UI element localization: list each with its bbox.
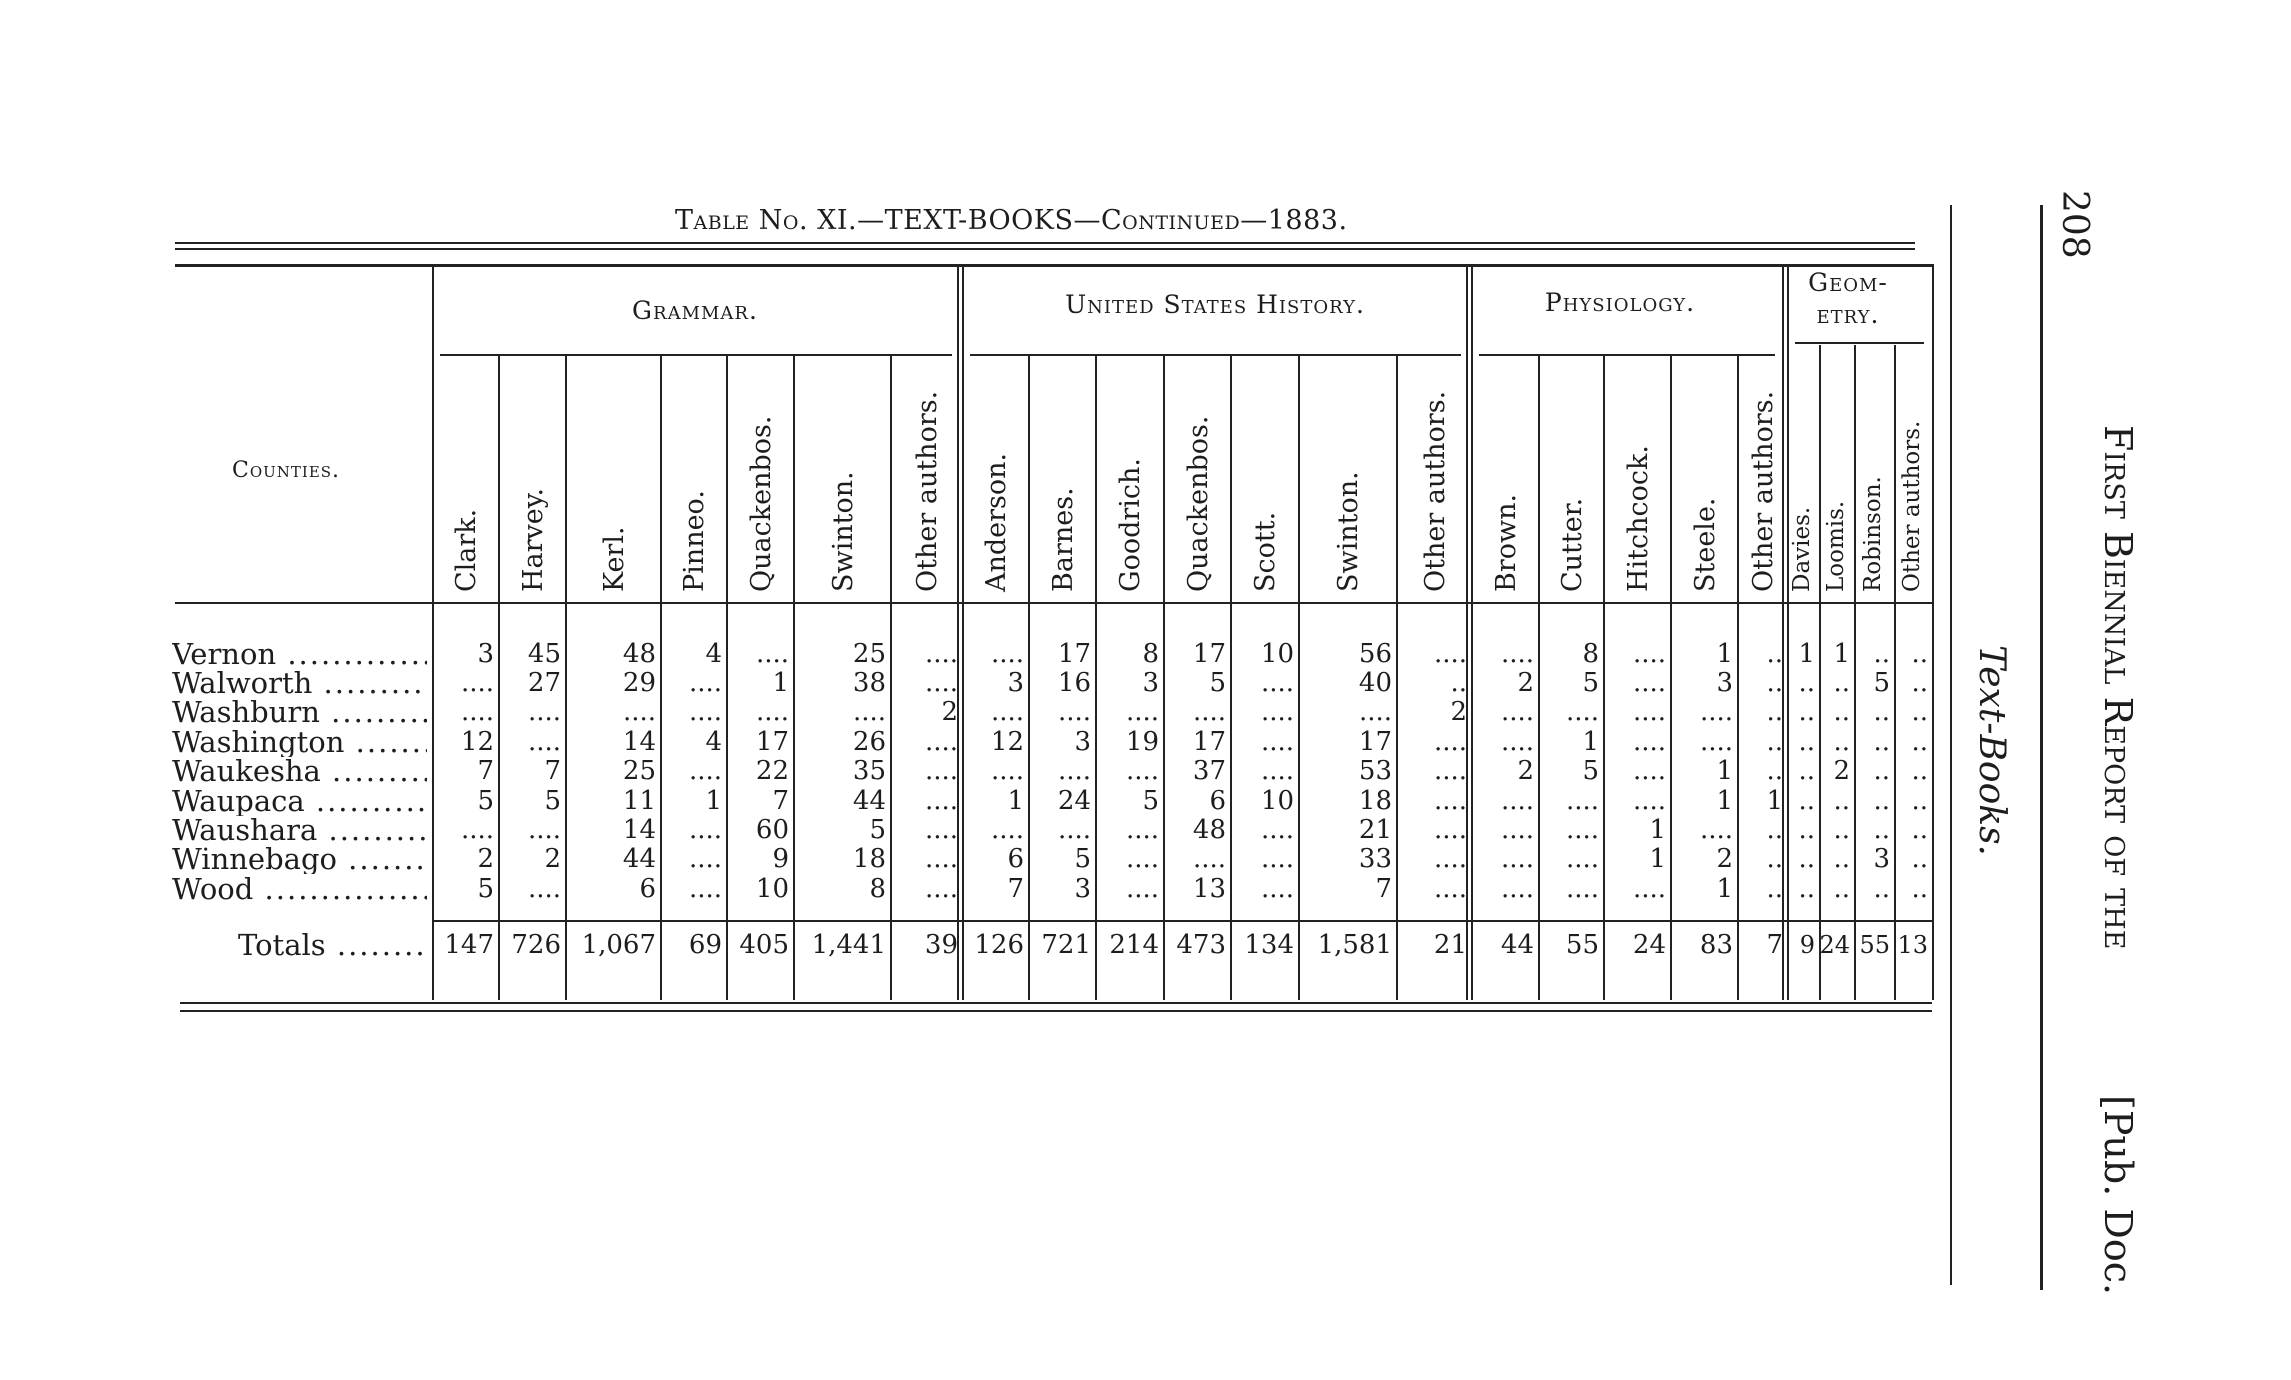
table-cell: 17 (1192, 639, 1226, 669)
column-header: Other authors. (912, 390, 943, 592)
table-cell: .... (1260, 756, 1294, 786)
table-cell: 3 (477, 639, 494, 669)
table-cell: .. (1833, 727, 1850, 757)
table-cell: .... (990, 639, 1024, 669)
table-cell: .... (1125, 697, 1159, 727)
table-bottom-rule (180, 1002, 1932, 1004)
table-cell: .... (527, 727, 561, 757)
table-cell: .... (1057, 697, 1091, 727)
county-label: Waukesha ..... (172, 756, 427, 786)
column-header: Clark. (451, 508, 482, 592)
table-cell: 6 (1209, 786, 1226, 816)
table-cell: .... (1433, 874, 1467, 904)
table-cell: 4 (705, 639, 722, 669)
table-cell: 3 (1074, 874, 1091, 904)
table-cell: 5 (544, 786, 561, 816)
group-us-history: United States History. (1065, 290, 1365, 319)
table-cell: 16 (1057, 668, 1091, 698)
table-cell: .... (1699, 815, 1733, 845)
table-cell: 7 (772, 786, 789, 816)
group-physiology: Physiology. (1544, 288, 1696, 317)
table-bottom-rule-2 (180, 1010, 1932, 1012)
county-label: Wood ..... (172, 874, 427, 904)
table-cell: .. (1798, 844, 1815, 874)
table-cell: 2 (1450, 697, 1467, 727)
group-underline (970, 354, 1461, 356)
table-cell: 1 (772, 668, 789, 698)
table-cell: 6 (1007, 844, 1024, 874)
table-cell: 17 (1192, 727, 1226, 757)
table-cell: 1 (1716, 874, 1733, 904)
table-cell: 12 (460, 727, 494, 757)
table-cell: .. (1911, 756, 1928, 786)
table-cell: 17 (1057, 639, 1091, 669)
table-cell: .. (1873, 727, 1890, 757)
table-cell: .... (924, 815, 958, 845)
table-cell: 13 (1192, 874, 1226, 904)
table-cell: 24 (1057, 786, 1091, 816)
table-cell: .. (1450, 668, 1467, 698)
table-cell: .. (1833, 844, 1850, 874)
county-label: Winnebago ..... (172, 844, 427, 874)
totals-cell: 214 (1109, 930, 1159, 960)
table-cell: 5 (1582, 668, 1599, 698)
group-underline (440, 354, 952, 356)
table-cell: 37 (1192, 756, 1226, 786)
table-cell: .. (1798, 697, 1815, 727)
page-number: 208 (2054, 190, 2095, 259)
table-cell: .... (1260, 727, 1294, 757)
table-cell: .... (1260, 697, 1294, 727)
table-cell: .. (1873, 874, 1890, 904)
table-cell: 5 (1142, 786, 1159, 816)
table-cell: .... (688, 815, 722, 845)
table-cell: .. (1911, 727, 1928, 757)
group-geometry-line2: etry. (1816, 300, 1880, 329)
table-title: Table No. XI.—TEXT-BOOKS—Continued—1883. (675, 205, 1348, 236)
table-cell: 18 (1358, 786, 1392, 816)
totals-cell: 1,067 (581, 930, 656, 960)
table-cell: 10 (1260, 639, 1294, 669)
table-cell: 26 (852, 727, 886, 757)
group-underline (1479, 354, 1775, 356)
table-cell: 27 (527, 668, 561, 698)
column-header: Goodrich. (1115, 458, 1146, 592)
column-divider (1932, 264, 1934, 1000)
table-cell: .... (924, 844, 958, 874)
table-cell: 8 (869, 874, 886, 904)
table-cell: .... (527, 697, 561, 727)
table-cell: 45 (527, 639, 561, 669)
table-cell: 5 (1074, 844, 1091, 874)
column-header: Loomis. (1822, 500, 1849, 592)
totals-cell: 126 (974, 930, 1024, 960)
table-cell: .. (1873, 697, 1890, 727)
table-cell: .. (1833, 668, 1850, 698)
column-header: Kerl. (598, 526, 630, 592)
table-cell: .... (1500, 874, 1534, 904)
table-cell: 2 (544, 844, 561, 874)
table-cell: .... (1699, 727, 1733, 757)
table-cell: 1 (1582, 727, 1599, 757)
table-cell: .. (1766, 815, 1783, 845)
header-bottom-rule (175, 602, 1932, 604)
table-cell: .... (1632, 786, 1666, 816)
table-cell: 44 (852, 786, 886, 816)
table-cell: .. (1766, 844, 1783, 874)
column-header: Other authors. (1419, 390, 1451, 592)
table-cell: 1 (705, 786, 722, 816)
table-cell: .... (1433, 815, 1467, 845)
table-cell: 1 (1716, 786, 1733, 816)
table-cell: 38 (852, 668, 886, 698)
totals-cell: 726 (511, 930, 561, 960)
table-cell: .... (1358, 697, 1392, 727)
table-cell: .... (1632, 727, 1666, 757)
table-cell: 14 (622, 727, 656, 757)
table-cell: .. (1911, 874, 1928, 904)
totals-rule (432, 920, 1932, 922)
totals-cell: 24 (1819, 931, 1850, 959)
table-cell: 7 (477, 756, 494, 786)
table-cell: .. (1798, 668, 1815, 698)
outer-margin-rule (2040, 205, 2043, 1290)
table-cell: .... (1192, 697, 1226, 727)
table-cell: 10 (1260, 786, 1294, 816)
table-cell: .... (688, 874, 722, 904)
table-cell: .... (1500, 815, 1534, 845)
table-cell: .. (1766, 639, 1783, 669)
table-cell: 1 (1716, 756, 1733, 786)
column-header: Brown. (1490, 493, 1522, 592)
table-cell: .... (688, 697, 722, 727)
table-cell: .. (1873, 639, 1890, 669)
table-cell: .. (1766, 697, 1783, 727)
table-cell: 2 (477, 844, 494, 874)
totals-cell: 55 (1565, 930, 1599, 960)
totals-cell: 1,441 (811, 930, 886, 960)
table-cell: .... (1057, 815, 1091, 845)
table-cell: 5 (477, 786, 494, 816)
column-header: Steele. (1689, 497, 1721, 592)
table-cell: 17 (755, 727, 789, 757)
county-label: Washington ..... (172, 727, 427, 757)
table-cell: .... (1500, 786, 1534, 816)
column-header: Swinton. (827, 471, 859, 592)
table-cell: .. (1873, 815, 1890, 845)
table-cell: 1 (1649, 844, 1666, 874)
table-cell: .... (1500, 727, 1534, 757)
column-header: Scott. (1250, 511, 1281, 592)
table-cell: 2 (1716, 844, 1733, 874)
table-cell: 14 (622, 815, 656, 845)
table-cell: 33 (1358, 844, 1392, 874)
table-cell: .... (924, 874, 958, 904)
column-header: Anderson. (981, 452, 1012, 592)
table-cell: .... (1632, 668, 1666, 698)
county-label: Washburn ..... (172, 697, 427, 727)
table-cell: 10 (755, 874, 789, 904)
table-cell: 40 (1358, 668, 1392, 698)
table-cell: .... (1565, 815, 1599, 845)
table-cell: 7 (544, 756, 561, 786)
table-cell: .... (852, 697, 886, 727)
group-grammar: Grammar. (632, 296, 758, 325)
table-cell: .... (1632, 756, 1666, 786)
table-cell: 4 (705, 727, 722, 757)
table-cell: .... (460, 668, 494, 698)
column-header: Other authors. (1899, 420, 1925, 592)
section-title: Text-Books. (1971, 645, 2012, 856)
column-header: Robinson. (1860, 476, 1886, 592)
table-cell: .. (1798, 874, 1815, 904)
table-cell: .... (1260, 668, 1294, 698)
table-cell: .... (1057, 756, 1091, 786)
table-cell: 7 (1007, 874, 1024, 904)
table-cell: .... (688, 668, 722, 698)
table-cell: .... (1260, 844, 1294, 874)
table-cell: 3 (1074, 727, 1091, 757)
totals-cell: 55 (1859, 931, 1890, 959)
table-cell: 56 (1358, 639, 1392, 669)
table-cell: 1 (1716, 639, 1733, 669)
county-label: Waupaca ..... (172, 786, 427, 816)
table-cell: .. (1911, 697, 1928, 727)
table-cell: 1 (1649, 815, 1666, 845)
table-cell: .... (1433, 756, 1467, 786)
table-cell: 3 (1142, 668, 1159, 698)
column-header: Other authors. (1748, 390, 1779, 592)
table-cell: .... (1260, 815, 1294, 845)
table-cell: .... (688, 756, 722, 786)
table-cell: .... (755, 697, 789, 727)
table-cell: 1 (1766, 786, 1783, 816)
table-cell: .... (1433, 639, 1467, 669)
table-cell: .. (1833, 815, 1850, 845)
table-cell: .. (1833, 874, 1850, 904)
group-geometry-line1: Geom- (1808, 268, 1888, 297)
table-cell: .. (1766, 874, 1783, 904)
table-cell: .... (1500, 844, 1534, 874)
table-cell: .... (1565, 786, 1599, 816)
table-cell: .... (1565, 697, 1599, 727)
running-head: First Biennial Report of the (2096, 425, 2140, 950)
publication-tag: [Pub. Doc. (2096, 1095, 2140, 1296)
table-cell: .. (1766, 668, 1783, 698)
table-cell: .... (527, 815, 561, 845)
table-cell: .. (1833, 786, 1850, 816)
totals-cell: 44 (1500, 930, 1534, 960)
column-header: Hitchcock. (1622, 445, 1654, 592)
table-cell: 8 (1142, 639, 1159, 669)
table-cell: 2 (1517, 756, 1534, 786)
table-cell: 5 (869, 815, 886, 845)
table-cell: .... (1192, 844, 1226, 874)
table-cell: .... (1632, 874, 1666, 904)
table-cell: 11 (622, 786, 656, 816)
right-margin-rule (1950, 205, 1952, 1285)
table-cell: .... (1500, 639, 1534, 669)
table-top-rule-2 (175, 248, 1915, 250)
table-cell: 12 (990, 727, 1024, 757)
totals-cell: 13 (1897, 931, 1928, 959)
table-cell: .. (1911, 786, 1928, 816)
table-cell: 9 (772, 844, 789, 874)
table-cell: 53 (1358, 756, 1392, 786)
table-cell: 3 (1716, 668, 1733, 698)
table-cell: .... (1260, 874, 1294, 904)
table-cell: 22 (755, 756, 789, 786)
table-cell: .... (924, 639, 958, 669)
table-cell: 48 (622, 639, 656, 669)
table-cell: .. (1911, 844, 1928, 874)
table-cell: .... (924, 668, 958, 698)
table-cell: 5 (1582, 756, 1599, 786)
table-cell: 21 (1358, 815, 1392, 845)
table-cell: .... (1565, 874, 1599, 904)
column-header: Barnes. (1047, 487, 1079, 592)
table-cell: .... (924, 786, 958, 816)
table-cell: .. (1766, 727, 1783, 757)
table-cell: 3 (1873, 844, 1890, 874)
totals-cell: 69 (688, 930, 722, 960)
totals-cell: 39 (924, 930, 958, 960)
table-cell: 35 (852, 756, 886, 786)
totals-cell: 405 (739, 930, 789, 960)
column-header: Davies. (1789, 506, 1815, 592)
table-cell: .... (1632, 697, 1666, 727)
totals-cell: 147 (444, 930, 494, 960)
table-cell: 25 (852, 639, 886, 669)
table-cell: .... (460, 697, 494, 727)
table-cell: .... (990, 815, 1024, 845)
table-cell: .... (924, 756, 958, 786)
table-cell: 7 (1375, 874, 1392, 904)
header-top-rule (175, 264, 1932, 267)
table-cell: .... (990, 697, 1024, 727)
table-cell: .. (1833, 697, 1850, 727)
county-label: Waushara ..... (172, 815, 427, 845)
table-top-rule (175, 242, 1915, 244)
table-cell: .... (1565, 844, 1599, 874)
table-cell: .... (1125, 874, 1159, 904)
table-cell: .... (622, 697, 656, 727)
table-cell: 6 (639, 874, 656, 904)
table-cell: 2 (1517, 668, 1534, 698)
table-cell: .... (1433, 844, 1467, 874)
column-header: Pinneo. (679, 490, 710, 592)
table-cell: .. (1798, 727, 1815, 757)
totals-cell: 24 (1632, 930, 1666, 960)
table-cell: .. (1911, 639, 1928, 669)
column-header: Cutter. (1556, 497, 1588, 592)
table-cell: .... (924, 727, 958, 757)
table-cell: 2 (1833, 756, 1850, 786)
table-cell: 8 (1582, 639, 1599, 669)
table-cell: 5 (477, 874, 494, 904)
table-cell: .... (1632, 639, 1666, 669)
table-cell: 29 (622, 668, 656, 698)
table-cell: .... (688, 844, 722, 874)
totals-cell: 1,581 (1317, 930, 1392, 960)
totals-cell: 473 (1176, 930, 1226, 960)
table-cell: .... (1433, 786, 1467, 816)
table-cell: .. (1873, 786, 1890, 816)
column-header: Harvey. (517, 487, 549, 592)
table-cell: 1 (1007, 786, 1024, 816)
counties-header: Counties. (232, 458, 341, 483)
table-cell: .. (1911, 815, 1928, 845)
totals-cell: 83 (1699, 930, 1733, 960)
table-cell: .. (1766, 756, 1783, 786)
totals-cell: 7 (1766, 930, 1783, 960)
table-cell: .. (1798, 756, 1815, 786)
totals-cell: 21 (1433, 930, 1467, 960)
column-header: Swinton. (1333, 471, 1364, 592)
county-label: Vernon ..... (172, 639, 427, 669)
table-cell: .. (1911, 668, 1928, 698)
table-cell: .... (460, 815, 494, 845)
totals-cell: 134 (1244, 930, 1294, 960)
table-cell: .... (527, 874, 561, 904)
table-cell: 1 (1833, 639, 1850, 669)
totals-cell: 9 (1799, 931, 1815, 959)
table-cell: .. (1873, 756, 1890, 786)
table-cell: 1 (1798, 639, 1815, 669)
column-header: Quackenbos. (1182, 415, 1214, 592)
group-underline (1795, 342, 1924, 344)
table-cell: 18 (852, 844, 886, 874)
table-cell: 5 (1873, 668, 1890, 698)
county-label: Walworth ..... (172, 668, 427, 698)
table-cell: 5 (1209, 668, 1226, 698)
table-cell: 19 (1125, 727, 1159, 757)
table-cell: 17 (1358, 727, 1392, 757)
table-cell: .... (1699, 697, 1733, 727)
totals-cell: 721 (1041, 930, 1091, 960)
table-cell: 2 (941, 697, 958, 727)
table-cell: .... (1125, 844, 1159, 874)
table-cell: .... (1125, 756, 1159, 786)
table-cell: .... (1500, 697, 1534, 727)
table-cell: .. (1798, 786, 1815, 816)
table-cell: .... (755, 639, 789, 669)
totals-label: Totals ..... (238, 930, 428, 960)
table-cell: 48 (1192, 815, 1226, 845)
table-cell: .. (1798, 815, 1815, 845)
table-cell: 25 (622, 756, 656, 786)
table-cell: 3 (1007, 668, 1024, 698)
table-cell: .... (990, 756, 1024, 786)
table-cell: 60 (755, 815, 789, 845)
table-cell: .... (1125, 815, 1159, 845)
table-cell: .... (1433, 727, 1467, 757)
column-header: Quackenbos. (745, 415, 777, 592)
table-cell: 44 (622, 844, 656, 874)
